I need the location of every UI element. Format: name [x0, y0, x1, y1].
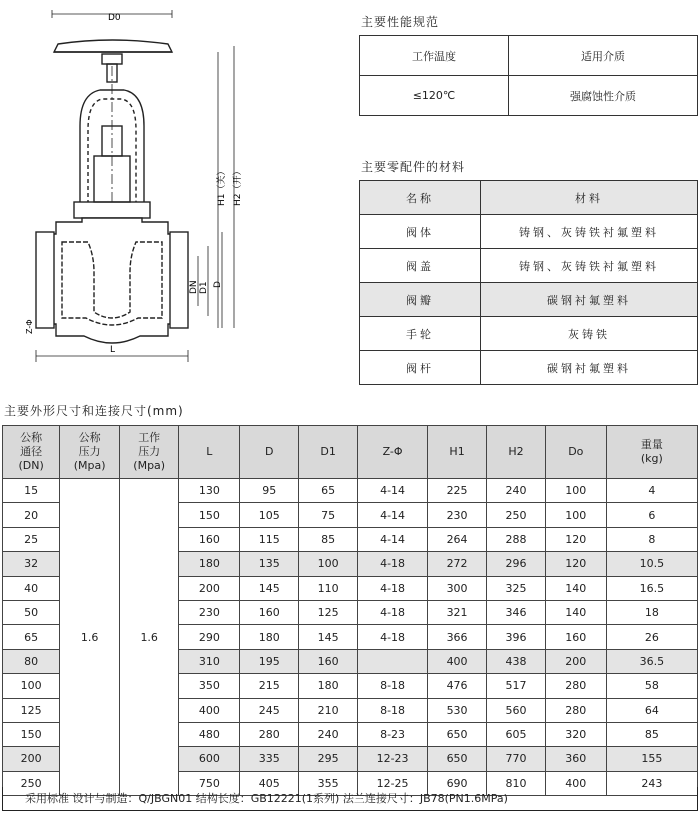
dimensions-header-row: [3, 426, 698, 479]
materials-material: 碳钢衬氟塑料: [481, 351, 698, 385]
dimensions-cell: 16.5: [606, 576, 697, 600]
dimensions-cell: 6: [606, 503, 697, 527]
label-l: L: [110, 345, 116, 355]
dimensions-cell: 180: [179, 552, 240, 576]
dimensions-cell: 476: [428, 674, 487, 698]
dimensions-cell: 150: [179, 503, 240, 527]
dimensions-merged-cell: 1.6: [60, 479, 120, 796]
dimensions-cell: 225: [428, 479, 487, 503]
dimensions-cell: 85: [606, 722, 697, 746]
dimensions-cell: 690: [428, 771, 487, 795]
dimensions-cell: 560: [487, 698, 546, 722]
materials-material: 铸钢、灰铸铁衬氟塑料: [481, 215, 698, 249]
dimensions-cell: 335: [240, 747, 299, 771]
dimensions-cell: 75: [299, 503, 358, 527]
performance-header-row: [360, 36, 698, 76]
dimensions-cell: 438: [487, 649, 546, 673]
dimensions-cell: 65: [3, 625, 60, 649]
dimensions-cell: 288: [487, 527, 546, 551]
dimensions-cell: 300: [428, 576, 487, 600]
dimensions-heading: 主要外形尺寸和连接尺寸(mm): [4, 404, 184, 418]
dimensions-cell: 480: [179, 722, 240, 746]
dimensions-cell: 130: [179, 479, 240, 503]
dimensions-cell: 8-23: [358, 722, 428, 746]
dimensions-cell: 145: [299, 625, 358, 649]
dimensions-header-cell: D1: [299, 426, 358, 479]
materials-header-name: 名称: [360, 181, 481, 215]
dimensions-cell: 310: [179, 649, 240, 673]
dimensions-cell: 120: [545, 552, 606, 576]
performance-table: [359, 35, 698, 116]
dimensions-cell: 280: [545, 674, 606, 698]
dimensions-cell: 195: [240, 649, 299, 673]
materials-table: [359, 180, 698, 385]
performance-header-medium: 适用介质: [509, 36, 698, 76]
dimensions-cell: 400: [179, 698, 240, 722]
dimensions-cell: 50: [3, 600, 60, 624]
dimensions-cell: 366: [428, 625, 487, 649]
materials-row: [360, 249, 698, 283]
dimensions-cell: 150: [3, 722, 60, 746]
dimensions-cell: 243: [606, 771, 697, 795]
dimensions-cell: 4: [606, 479, 697, 503]
dimensions-cell: 200: [179, 576, 240, 600]
dimensions-cell: 250: [3, 771, 60, 795]
dimensions-cell: 105: [240, 503, 299, 527]
dimensions-cell: 4-18: [358, 552, 428, 576]
dimensions-cell: 600: [179, 747, 240, 771]
dimensions-cell: 4-14: [358, 503, 428, 527]
dimensions-cell: 605: [487, 722, 546, 746]
dimensions-table: [2, 425, 698, 796]
dimensions-cell: 810: [487, 771, 546, 795]
dimensions-cell: 8-18: [358, 698, 428, 722]
dimensions-cell: 346: [487, 600, 546, 624]
dimensions-cell: 296: [487, 552, 546, 576]
dimensions-cell: 160: [240, 600, 299, 624]
valve-drawing: [22, 6, 262, 366]
dimensions-cell: 160: [179, 527, 240, 551]
dimensions-header-cell: 重量 (kg): [606, 426, 697, 479]
dimensions-cell: 200: [545, 649, 606, 673]
dimensions-cell: 64: [606, 698, 697, 722]
label-d1: D1: [199, 281, 209, 294]
dimensions-cell: 80: [3, 649, 60, 673]
dimensions-cell: 8: [606, 527, 697, 551]
dimensions-cell: 280: [545, 698, 606, 722]
dimensions-cell: 280: [240, 722, 299, 746]
dimensions-cell: 18: [606, 600, 697, 624]
dimensions-cell: 26: [606, 625, 697, 649]
standards-footer: 采用标准 设计与制造：Q/JBGN01 结构长度：GB12221(1系列) 法兰连接尺寸：JB78(PN1.6MPa): [2, 787, 698, 811]
label-z: Z-Φ: [25, 319, 34, 334]
dimensions-cell: 290: [179, 625, 240, 649]
performance-value-medium: 强腐蚀性介质: [509, 76, 698, 116]
dimensions-cell: 200: [3, 747, 60, 771]
dimensions-cell: 120: [545, 527, 606, 551]
dimensions-cell: 140: [545, 576, 606, 600]
performance-value-row: [360, 76, 698, 116]
dimensions-cell: 240: [299, 722, 358, 746]
materials-row: [360, 283, 698, 317]
materials-part: 阀盖: [360, 249, 481, 283]
dimensions-cell: 325: [487, 576, 546, 600]
dimensions-cell: 135: [240, 552, 299, 576]
dimensions-header-cell: 公称 通径 (DN): [3, 426, 60, 479]
dimensions-cell: 4-18: [358, 625, 428, 649]
dimensions-header-cell: L: [179, 426, 240, 479]
dimensions-header-cell: H2: [487, 426, 546, 479]
performance-header-temp: 工作温度: [360, 36, 509, 76]
dimensions-header-cell: Z-Φ: [358, 426, 428, 479]
dimensions-cell: 210: [299, 698, 358, 722]
materials-heading: 主要零配件的材料: [361, 160, 466, 174]
dimensions-cell: 125: [299, 600, 358, 624]
label-d0: D0: [108, 13, 121, 23]
dimensions-cell: 355: [299, 771, 358, 795]
dimensions-row: [3, 479, 698, 503]
materials-row: [360, 317, 698, 351]
materials-part: 阀体: [360, 215, 481, 249]
dimensions-cell: 160: [299, 649, 358, 673]
dimensions-cell: 4-18: [358, 576, 428, 600]
dimensions-cell: 25: [3, 527, 60, 551]
dimensions-cell: 58: [606, 674, 697, 698]
materials-header-row: [360, 181, 698, 215]
dimensions-cell: 155: [606, 747, 697, 771]
dimensions-cell: 12-25: [358, 771, 428, 795]
dimensions-cell: 272: [428, 552, 487, 576]
dimensions-cell: 405: [240, 771, 299, 795]
dimensions-header-cell: D: [240, 426, 299, 479]
label-h2: H2（开）: [233, 166, 243, 206]
dimensions-header-cell: Do: [545, 426, 606, 479]
dimensions-cell: 8-18: [358, 674, 428, 698]
materials-part: 阀杆: [360, 351, 481, 385]
dimensions-cell: [358, 649, 428, 673]
dimensions-header-cell: H1: [428, 426, 487, 479]
dimensions-cell: 4-18: [358, 600, 428, 624]
dimensions-cell: 295: [299, 747, 358, 771]
materials-material: 碳钢衬氟塑料: [481, 283, 698, 317]
label-h1: H1（关）: [217, 166, 227, 206]
dimensions-cell: 250: [487, 503, 546, 527]
label-d: D: [213, 281, 223, 288]
performance-value-temp: ≤120℃: [360, 76, 509, 116]
dimensions-merged-cell: 1.6: [119, 479, 179, 796]
dimensions-cell: 230: [179, 600, 240, 624]
label-dn: DN: [189, 280, 199, 294]
dimensions-cell: 240: [487, 479, 546, 503]
dimensions-cell: 350: [179, 674, 240, 698]
dimensions-body: [3, 479, 698, 796]
dimensions-cell: 517: [487, 674, 546, 698]
dimensions-cell: 360: [545, 747, 606, 771]
dimensions-cell: 321: [428, 600, 487, 624]
dimensions-cell: 770: [487, 747, 546, 771]
dimensions-cell: 10.5: [606, 552, 697, 576]
materials-header-material: 材料: [481, 181, 698, 215]
dimensions-cell: 245: [240, 698, 299, 722]
dimensions-cell: 4-14: [358, 527, 428, 551]
dimensions-cell: 65: [299, 479, 358, 503]
materials-part: 阀瓣: [360, 283, 481, 317]
dimensions-cell: 140: [545, 600, 606, 624]
dimensions-header-cell: 工作 压力 (Mpa): [119, 426, 179, 479]
dimensions-cell: 36.5: [606, 649, 697, 673]
dimensions-cell: 215: [240, 674, 299, 698]
dimensions-cell: 145: [240, 576, 299, 600]
dimensions-cell: 264: [428, 527, 487, 551]
dimensions-cell: 160: [545, 625, 606, 649]
dimensions-header-cell: 公称 压力 (Mpa): [60, 426, 120, 479]
dimensions-cell: 40: [3, 576, 60, 600]
dimensions-cell: 4-14: [358, 479, 428, 503]
dimensions-cell: 15: [3, 479, 60, 503]
dimensions-cell: 650: [428, 722, 487, 746]
dimensions-cell: 100: [545, 479, 606, 503]
dimensions-cell: 100: [3, 674, 60, 698]
dimensions-cell: 400: [545, 771, 606, 795]
dimensions-cell: 650: [428, 747, 487, 771]
dimensions-cell: 85: [299, 527, 358, 551]
dimensions-cell: 115: [240, 527, 299, 551]
materials-part: 手轮: [360, 317, 481, 351]
performance-heading: 主要性能规范: [361, 15, 440, 29]
dimensions-cell: 100: [299, 552, 358, 576]
dimensions-cell: 32: [3, 552, 60, 576]
materials-material: 灰铸铁: [481, 317, 698, 351]
dimensions-cell: 100: [545, 503, 606, 527]
dimensions-cell: 750: [179, 771, 240, 795]
materials-row: [360, 215, 698, 249]
dimensions-cell: 95: [240, 479, 299, 503]
dimensions-cell: 530: [428, 698, 487, 722]
dimensions-cell: 20: [3, 503, 60, 527]
dimensions-cell: 400: [428, 649, 487, 673]
dimensions-cell: 320: [545, 722, 606, 746]
dimensions-cell: 12-23: [358, 747, 428, 771]
dimensions-cell: 180: [240, 625, 299, 649]
dimensions-cell: 396: [487, 625, 546, 649]
dimensions-cell: 110: [299, 576, 358, 600]
dimensions-cell: 180: [299, 674, 358, 698]
dimensions-cell: 230: [428, 503, 487, 527]
materials-material: 铸钢、灰铸铁衬氟塑料: [481, 249, 698, 283]
dimensions-cell: 125: [3, 698, 60, 722]
materials-row: [360, 351, 698, 385]
